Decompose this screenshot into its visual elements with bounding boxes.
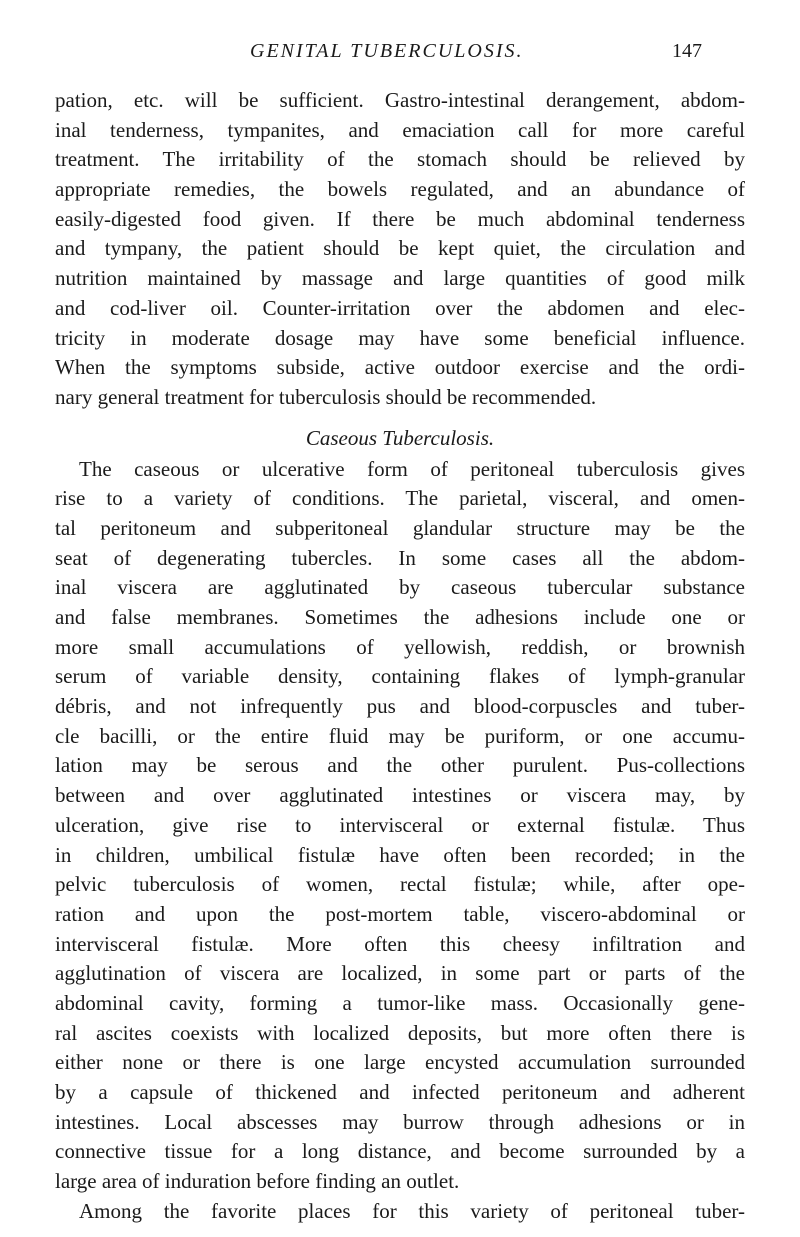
- text-line: nutrition maintained by massage and large quantities of good milk: [55, 266, 745, 291]
- text-line: between and over agglutinated intestines or viscera may, by: [55, 783, 745, 808]
- text-line: agglutination of viscera are localized, in some part or parts of the: [55, 961, 745, 986]
- running-head: [0, 40, 800, 70]
- text-line: inal tenderness, tympanites, and emaciation call for more careful: [55, 117, 745, 142]
- text-line: Among the favorite places for this variety of peritoneal tuber-: [79, 1198, 745, 1223]
- paragraph: [55, 455, 745, 1197]
- page-number: 147: [672, 40, 702, 62]
- text-line: cle bacilli, or the entire fluid may be puriform, or one accumu-: [55, 723, 745, 748]
- text-line: tal peritoneum and subperitoneal glandular structure may be the: [55, 515, 745, 540]
- text-line: nary general treatment for tuberculosis should be recommended.: [55, 384, 597, 409]
- text-line: in children, umbilical fistulæ have often been recorded; in the: [55, 842, 745, 867]
- text-line: easily-digested food given. If there be much abdominal tenderness: [55, 206, 745, 231]
- text-line: appropriate remedies, the bowels regulated, and an abundance of: [55, 177, 745, 202]
- paragraph: [55, 1197, 745, 1227]
- text-line: lation may be serous and the other purulent. Pus-collections: [55, 753, 745, 778]
- text-line: When the symptoms subside, active outdoor exercise and the ordi-: [55, 355, 745, 380]
- body-text: [55, 86, 745, 1226]
- text-line: serum of variable density, containing flakes of lymph-granular: [55, 664, 745, 689]
- text-line: débris, and not infrequently pus and blood-corpuscles and tuber-: [55, 694, 745, 719]
- text-line: more small accumulations of yellowish, reddish, or brownish: [55, 634, 745, 659]
- text-line: either none or there is one large encysted accumulation surrounded: [55, 1050, 745, 1075]
- text-line: inal viscera are agglutinated by caseous tubercular substance: [55, 575, 745, 600]
- text-line: abdominal cavity, forming a tumor-like mass. Occasionally gene-: [55, 990, 745, 1015]
- text-line: pelvic tuberculosis of women, rectal fistulæ; while, after ope-: [55, 872, 745, 897]
- text-line: large area of induration before finding an outlet.: [55, 1169, 460, 1194]
- text-line: treatment. The irritability of the stomach should be relieved by: [55, 147, 745, 172]
- text-line: intervisceral fistulæ. More often this cheesy infiltration and: [55, 931, 745, 956]
- text-line: intestines. Local abscesses may burrow through adhesions or in: [55, 1109, 745, 1134]
- text-line: by a capsule of thickened and infected peritoneum and adherent: [55, 1080, 745, 1104]
- text-line: and false membranes. Sometimes the adhesions include one or: [55, 605, 745, 629]
- text-line: ral ascites coexists with localized deposits, but more often there is: [55, 1020, 745, 1045]
- section-heading: Caseous Tuberculosis.: [305, 425, 495, 450]
- text-line: ulceration, give rise to intervisceral or external fistulæ. Thus: [55, 812, 745, 837]
- text-line: seat of degenerating tubercles. In some cases all the abdom-: [55, 545, 745, 570]
- text-line: and tympany, the patient should be kept quiet, the circulation and: [55, 236, 745, 261]
- text-line: connective tissue for a long distance, and become surrounded by a: [55, 1139, 745, 1164]
- text-line: ration and upon the post-mortem table, viscero-abdominal or: [55, 901, 745, 926]
- text-line: The caseous or ulcerative form of peritoneal tuberculosis gives: [79, 456, 745, 481]
- text-line: pation, etc. will be sufficient. Gastro-intestinal derangement, abdom-: [55, 88, 745, 112]
- text-line: and cod-liver oil. Counter-irritation over the abdomen and elec-: [55, 295, 745, 320]
- text-line: tricity in moderate dosage may have some beneficial influence.: [55, 325, 745, 350]
- running-title: GENITAL TUBERCULOSIS.: [250, 40, 524, 62]
- text-line: rise to a variety of conditions. The parietal, visceral, and omen-: [55, 486, 745, 511]
- paragraph: [55, 86, 745, 413]
